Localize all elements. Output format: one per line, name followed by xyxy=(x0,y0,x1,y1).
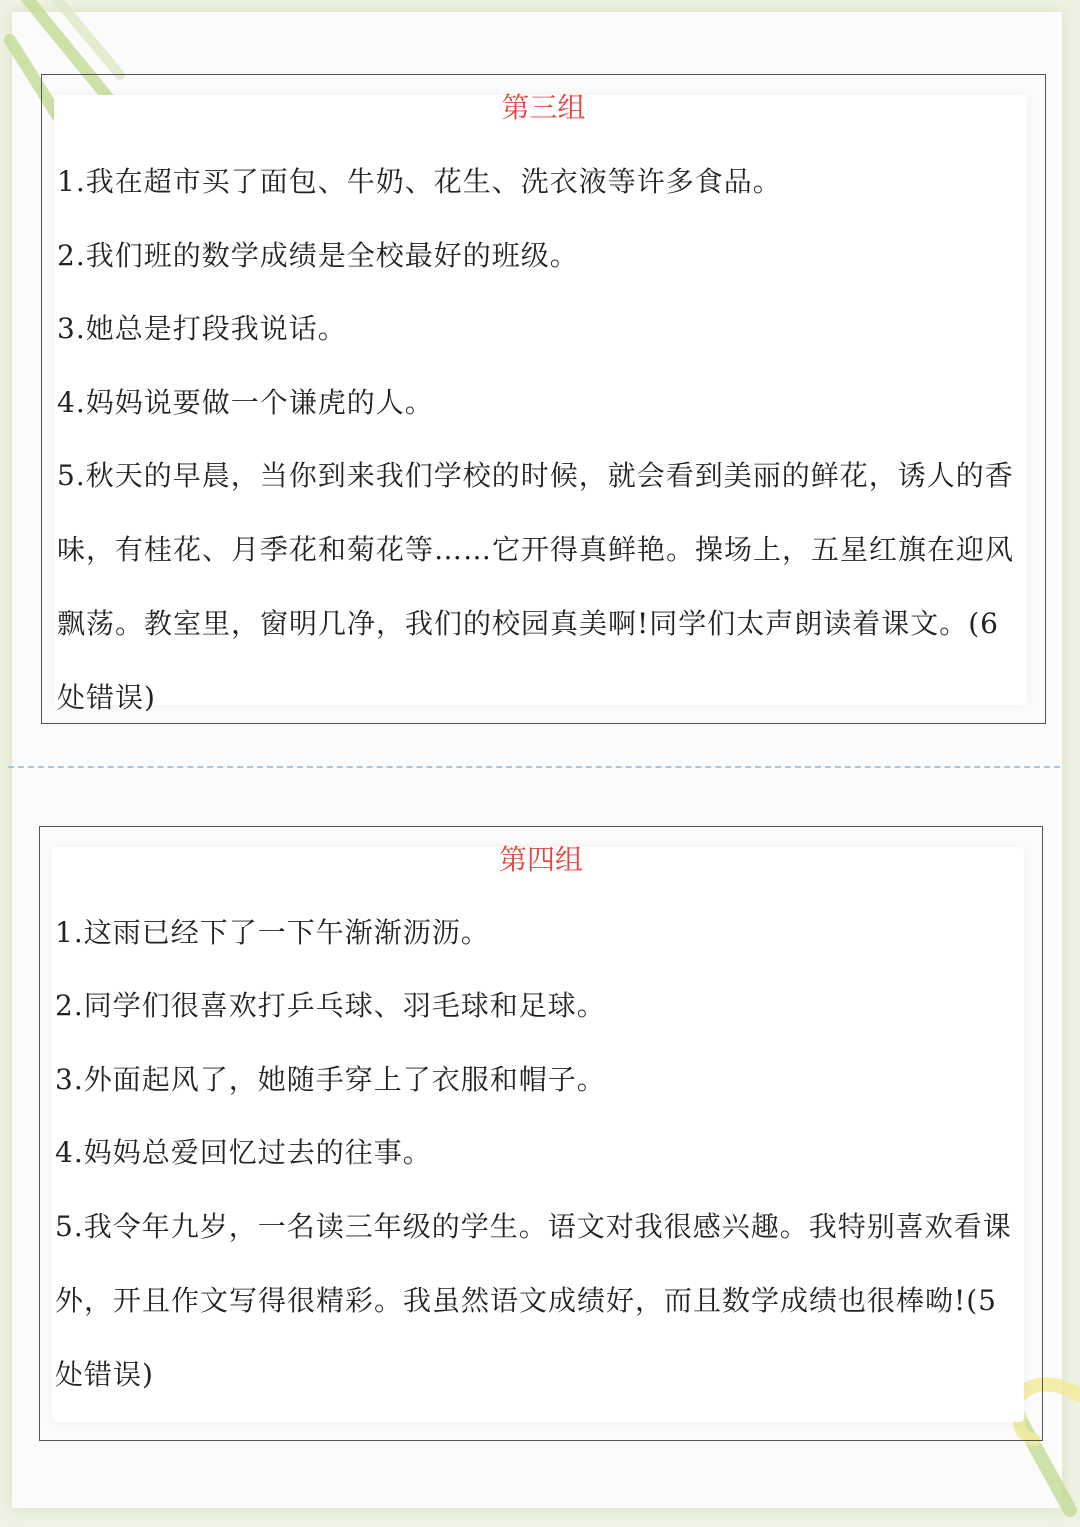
group-4-item-1: 1.这雨已经下了一下午渐渐沥沥。 xyxy=(55,916,490,949)
group-3-item-5: 5.秋天的早晨，当你到来我们学校的时候，就会看到美丽的鲜花，诱人的香味，有桂花、月季花和菊花等……它开得真鲜艳。操场上，五星红旗在迎风飘荡。教室里，窗明几净，我们的校园真美啊!同学们太声朗读着课文。(6处错误) xyxy=(57,459,1015,714)
group-4-box xyxy=(39,826,1043,1441)
group-3-item-2: 2.我们班的数学成绩是全校最好的班级。 xyxy=(57,239,579,272)
group-3-item-3: 3.她总是打段我说话。 xyxy=(57,312,347,345)
group-4-item-5: 5.我令年九岁，一名读三年级的学生。语文对我很感兴趣。我特别喜欢看课外，开且作文写得很精彩。我虽然语文成绩好，而且数学成绩也很棒呦!(5处错误) xyxy=(55,1210,1012,1391)
group-3-item-1: 1.我在超市买了面包、牛奶、花生、洗衣液等许多食品。 xyxy=(57,165,782,198)
group-3-box xyxy=(41,74,1046,724)
group-4-item-2: 2.同学们很喜欢打乒乓球、羽毛球和足球。 xyxy=(55,989,606,1022)
group-4-item-4: 4.妈妈总爱回忆过去的往事。 xyxy=(55,1136,432,1169)
group-4-item-3: 3.外面起风了，她随手穿上了衣服和帽子。 xyxy=(55,1063,606,1096)
group-3-item-4: 4.妈妈说要做一个谦虎的人。 xyxy=(57,386,434,419)
section-divider xyxy=(8,766,1060,768)
group-3-title: 第三组 xyxy=(501,91,586,124)
group-4-title: 第四组 xyxy=(498,843,583,876)
